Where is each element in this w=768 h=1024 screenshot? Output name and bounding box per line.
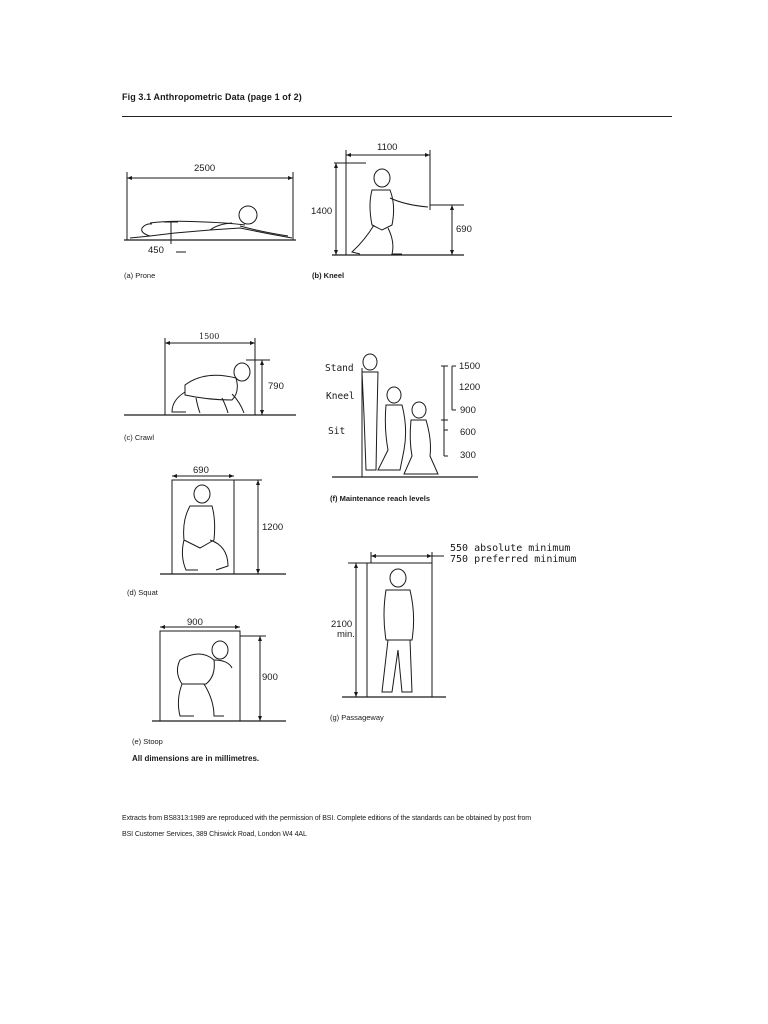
passageway-figure	[342, 552, 446, 697]
reach-level-1500: 1500	[459, 361, 481, 372]
prone-caption: (a) Prone	[124, 271, 156, 280]
units-note: All dimensions are in millimetres.	[132, 754, 260, 763]
reach-level-1200: 1200	[459, 382, 481, 393]
reach-level-900: 900	[460, 405, 476, 416]
passage-height-min: min.	[337, 629, 355, 640]
squat-caption: (d) Squat	[127, 588, 158, 597]
squat-width-label: 690	[193, 465, 209, 476]
kneel-reach-label: 690	[456, 224, 472, 235]
passageway-caption: (g) Passageway	[330, 713, 384, 722]
maintenance-caption: (f) Maintenance reach levels	[330, 494, 431, 503]
passage-width-absolute: 550 absolute minimum	[450, 543, 571, 554]
credit-line-2: BSI Customer Services, 389 Chiswick Road, London W4 4AL	[122, 831, 307, 838]
credit-text	[122, 811, 582, 843]
kneel-figure	[332, 150, 464, 255]
crawl-caption: (c) Crawl	[124, 433, 154, 442]
reach-level-300: 300	[460, 450, 476, 461]
prone-length-label: 2500	[194, 163, 216, 174]
maintenance-figure	[332, 354, 481, 477]
prone-height-label: 450	[148, 245, 164, 256]
figure-title: Fig 3.1 Anthropometric Data (page 1 of 2)	[122, 92, 302, 102]
kneel-width-label: 1100	[377, 142, 398, 153]
passage-height-label: 2100	[331, 619, 353, 630]
squat-height-label: 1200	[262, 522, 284, 533]
stoop-caption: (e) Stoop	[132, 737, 163, 746]
crawl-height-label: 790	[268, 381, 284, 392]
reach-level-600: 600	[460, 427, 476, 438]
prone-figure	[124, 172, 296, 252]
kneel-label: Kneel	[326, 391, 355, 402]
stand-label: Stand	[325, 363, 354, 374]
passage-width-preferred: 750 preferred minimum	[450, 554, 577, 565]
kneel-caption: (b) Kneel	[312, 271, 345, 280]
sit-label: Sit	[328, 426, 346, 437]
stoop-height-label: 900	[262, 672, 278, 683]
stoop-width-label: 900	[187, 617, 203, 628]
credit-line-1: Extracts from BS8313:1989 are reproduced with the permission of BSI. Complete editions of the standards can be obtained by post from	[122, 815, 531, 822]
crawl-figure	[124, 338, 296, 415]
crawl-length-label: 1500	[199, 332, 220, 341]
kneel-height-label: 1400	[311, 206, 333, 217]
